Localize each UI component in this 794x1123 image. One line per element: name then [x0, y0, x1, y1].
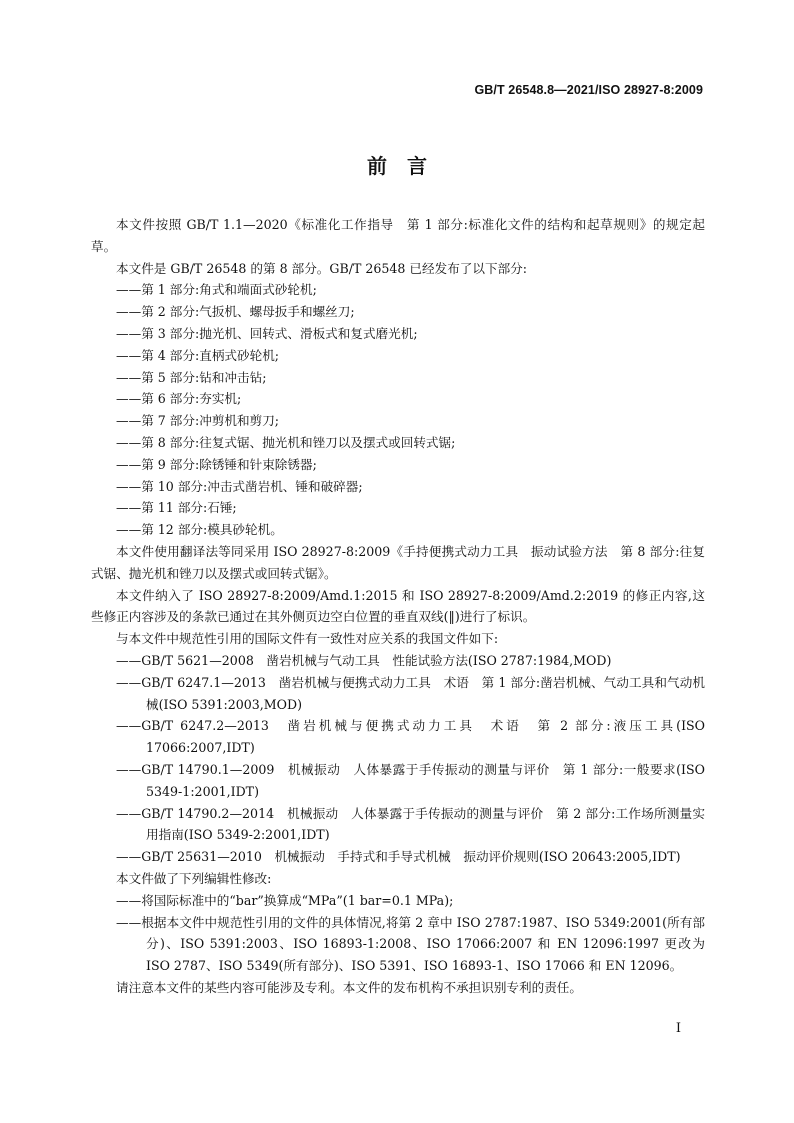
paragraph-patent-notice: 请注意本文件的某些内容可能涉及专利。本文件的发布机构不承担识别专利的责任。: [116, 979, 582, 995]
list-item: ——第 1 部分:角式和端面式砂轮机;: [116, 282, 317, 298]
list-item: ——GB/T 14790.2—2014 机械振动 人体暴露于手传振动的测量与评价 第 2 部分:工作场所测量实用指南(ISO 5349-2:2001,IDT): [116, 805, 705, 843]
parts-list: [91, 279, 705, 541]
edits-list: [91, 890, 705, 977]
paragraph-drafting-rules: 本文件按照 GB/T 1.1—2020《标准化工作指导 第 1 部分:标准化文件的结构和起草规则》的规定起草。: [91, 217, 705, 254]
paragraph-series-intro: 本文件是 GB/T 26548 的第 8 部分。GB/T 26548 已经发布了以下部分:: [116, 260, 528, 276]
paragraph-edits-intro: 本文件做了下列编辑性修改:: [116, 870, 272, 886]
paragraph-references-intro: 与本文件中规范性引用的国际文件有一致性对应关系的我国文件如下:: [116, 631, 499, 647]
foreword-body: [91, 214, 705, 999]
list-item: ——将国际标准中的“bar”换算成“MPa”(1 bar=0.1 MPa);: [116, 892, 454, 908]
list-item: ——第 6 部分:夯实机;: [116, 391, 242, 407]
list-item: ——GB/T 6247.2—2013 凿岩机械与便携式动力工具 术语 第 2 部分:液压工具(ISO 17066:2007,IDT): [116, 718, 705, 756]
list-item: ——第 9 部分:除锈锤和针束除锈器;: [116, 456, 317, 472]
references-list: [91, 650, 705, 868]
list-item: ——第 5 部分:钻和冲击钻;: [116, 369, 267, 385]
list-item: ——第 3 部分:抛光机、回转式、滑板式和复式磨光机;: [116, 325, 418, 341]
list-item: ——第 10 部分:冲击式凿岩机、锤和破碎器;: [116, 478, 363, 494]
page-number: I: [675, 1021, 681, 1036]
list-item: ——第 4 部分:直柄式砂轮机;: [116, 347, 280, 363]
page-title: 前 言: [367, 154, 427, 178]
list-item: ——第 11 部分:石锤;: [116, 500, 237, 516]
paragraph-amendments: 本文件纳入了 ISO 28927-8:2009/Amd.1:2015 和 ISO 28927-8:2009/Amd.2:2019 的修正内容,这些修正内容涉及的条款已通过在其外侧页边空白位置的垂直双线(‖)进行了标识。: [91, 587, 705, 625]
list-item: ——GB/T 5621—2008 凿岩机械与气动工具 性能试验方法(ISO 2787:1984,MOD): [116, 652, 612, 668]
list-item: ——第 2 部分:气扳机、螺母扳手和螺丝刀;: [116, 304, 355, 320]
list-item: ——第 7 部分:冲剪机和剪刀;: [116, 413, 280, 429]
paragraph-adoption: 本文件使用翻译法等同采用 ISO 28927-8:2009《手持便携式动力工具 振动试验方法 第 8 部分:往复式锯、抛光机和锉刀以及摆式或回转式锯》。: [91, 543, 705, 581]
list-item: ——GB/T 6247.1—2013 凿岩机械与便携式动力工具 术语 第 1 部分:凿岩机械、气动工具和气动机械(ISO 5391:2003,MOD): [116, 674, 705, 712]
list-item: ——GB/T 25631—2010 机械振动 手持式和手导式机械 振动评价规则(ISO 20643:2005,IDT): [116, 849, 681, 865]
list-item: ——GB/T 14790.1—2009 机械振动 人体暴露于手传振动的测量与评价 第 1 部分:一般要求(ISO 5349-1:2001,IDT): [116, 761, 705, 799]
document-code-header: GB/T 26548.8—2021/ISO 28927-8:2009: [474, 83, 703, 97]
list-item: ——第 12 部分:模具砂轮机。: [116, 522, 283, 538]
list-item: ——第 8 部分:往复式锯、抛光机和锉刀以及摆式或回转式锯;: [116, 434, 456, 450]
list-item: ——根据本文件中规范性引用的文件的具体情况,将第 2 章中 ISO 2787:1987、ISO 5349:2001(所有部分)、ISO 5391:2003、ISO 16893-1:2008、ISO 17066:2007 和 EN 12096:1997 更改为 ISO 2787、ISO 5349(所有部分)、ISO 5391、ISO 16893-1、ISO 17066 和 EN 12096。: [116, 914, 705, 974]
